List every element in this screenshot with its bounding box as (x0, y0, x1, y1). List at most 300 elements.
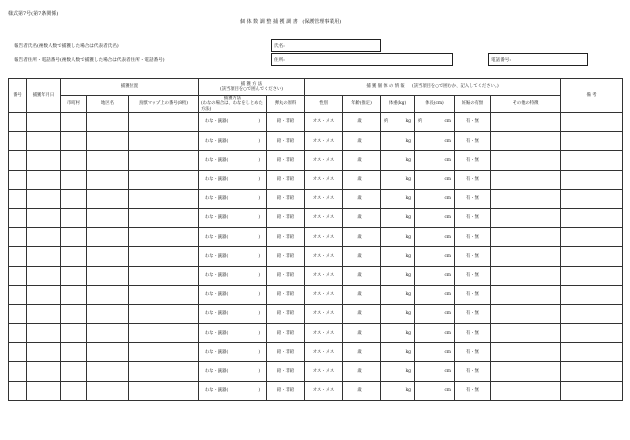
remarks-cell[interactable] (561, 362, 623, 381)
district-cell[interactable] (87, 170, 129, 189)
date-cell[interactable] (27, 343, 61, 362)
other-features-cell[interactable] (491, 285, 561, 304)
pregnancy-cell[interactable] (455, 228, 491, 247)
serial-cell[interactable] (9, 189, 27, 208)
municipality-cell[interactable] (61, 285, 87, 304)
weight-cell[interactable] (381, 381, 415, 400)
serial-cell[interactable] (9, 324, 27, 343)
map-number-cell[interactable] (129, 285, 199, 304)
serial-header: 番号 (9, 79, 27, 113)
weight-cell[interactable] (381, 304, 415, 323)
method-header-sub: (わなの場合は、わなをしとめた方法) (201, 101, 263, 112)
table-row (9, 343, 623, 362)
municipality-cell[interactable] (61, 266, 87, 285)
pregnancy-cell[interactable] (455, 151, 491, 170)
date-cell[interactable] (27, 304, 61, 323)
length-unit: cm (444, 311, 451, 317)
name-field[interactable] (271, 39, 381, 52)
age-cell[interactable] (343, 132, 381, 151)
age-unit: 歳 (357, 138, 362, 144)
date-cell[interactable] (27, 151, 61, 170)
length-header: 体長(cm) (415, 96, 455, 113)
bullet-cell[interactable] (267, 381, 305, 400)
method-cell[interactable] (199, 304, 267, 323)
municipality-cell[interactable] (61, 151, 87, 170)
map-number-cell[interactable] (129, 208, 199, 227)
map-number-cell[interactable] (129, 343, 199, 362)
bullet-option: 鉛・非鉛 (276, 119, 295, 125)
age-unit: 歳 (357, 368, 362, 374)
weight-cell[interactable] (381, 132, 415, 151)
method-option: わな・銃器( (205, 272, 229, 278)
age-cell[interactable] (343, 113, 381, 132)
sex-header: 性別 (305, 96, 343, 113)
district-cell[interactable] (87, 228, 129, 247)
sex-cell[interactable] (305, 228, 343, 247)
sex-cell[interactable] (305, 324, 343, 343)
length-cell[interactable] (415, 343, 455, 362)
pregnancy-cell[interactable] (455, 304, 491, 323)
pregnancy-cell[interactable] (455, 362, 491, 381)
sex-option: オス・メス (312, 119, 335, 125)
length-cell[interactable] (415, 285, 455, 304)
sex-option: オス・メス (312, 292, 335, 298)
district-cell[interactable] (87, 304, 129, 323)
sex-cell[interactable] (305, 285, 343, 304)
weight-cell[interactable] (381, 285, 415, 304)
pregnancy-cell[interactable] (455, 208, 491, 227)
weight-unit: kg (405, 349, 411, 355)
length-cell[interactable] (415, 362, 455, 381)
weight-cell[interactable] (381, 189, 415, 208)
sex-option: オス・メス (312, 272, 335, 278)
map-number-cell[interactable] (129, 228, 199, 247)
bullet-cell[interactable] (267, 113, 305, 132)
weight-cell[interactable] (381, 228, 415, 247)
map-number-cell[interactable] (129, 304, 199, 323)
length-cell[interactable] (415, 266, 455, 285)
table-row (9, 170, 623, 189)
age-unit: 歳 (357, 272, 362, 278)
other-features-cell[interactable] (491, 304, 561, 323)
method-option: わな・銃器( (205, 311, 229, 317)
bullet-cell[interactable] (267, 266, 305, 285)
length-cell[interactable] (415, 247, 455, 266)
method-cell[interactable] (199, 362, 267, 381)
method-cell[interactable] (199, 189, 267, 208)
bullet-cell[interactable] (267, 247, 305, 266)
method-header (199, 96, 267, 113)
method-cell[interactable] (199, 132, 267, 151)
weight-unit: kg (405, 196, 411, 202)
table-row (9, 304, 623, 323)
remarks-cell[interactable] (561, 228, 623, 247)
weight-unit: kg (405, 311, 411, 317)
date-cell[interactable] (27, 113, 61, 132)
length-cell[interactable] (415, 304, 455, 323)
remarks-cell[interactable] (561, 208, 623, 227)
length-cell[interactable] (415, 189, 455, 208)
length-cell[interactable] (415, 132, 455, 151)
age-unit: 歳 (357, 119, 362, 125)
other-features-cell[interactable] (491, 170, 561, 189)
pregnancy-cell[interactable] (455, 324, 491, 343)
other-features-cell[interactable] (491, 113, 561, 132)
other-features-cell[interactable] (491, 151, 561, 170)
weight-unit: kg (405, 388, 411, 394)
length-unit: cm (444, 138, 451, 144)
sex-cell[interactable] (305, 362, 343, 381)
district-cell[interactable] (87, 324, 129, 343)
serial-cell[interactable] (9, 151, 27, 170)
serial-cell[interactable] (9, 208, 27, 227)
serial-cell[interactable] (9, 113, 27, 132)
method-cell[interactable] (199, 285, 267, 304)
weight-approx: 約 (384, 119, 389, 125)
age-unit: 歳 (357, 157, 362, 163)
method-option: わな・銃器( (205, 330, 229, 336)
method-cell[interactable] (199, 381, 267, 400)
map-number-cell[interactable] (129, 324, 199, 343)
sex-cell[interactable] (305, 304, 343, 323)
map-number-cell[interactable] (129, 381, 199, 400)
sex-cell[interactable] (305, 266, 343, 285)
weight-cell[interactable] (381, 113, 415, 132)
reporter-name-label: 報告者氏名(複数人数で捕獲した場合は代表者氏名) (14, 44, 119, 49)
pregnancy-option: 有・無 (466, 234, 479, 240)
municipality-cell[interactable] (61, 228, 87, 247)
remarks-cell[interactable] (561, 189, 623, 208)
age-cell[interactable] (343, 343, 381, 362)
length-unit: cm (444, 119, 451, 125)
length-unit: cm (444, 215, 451, 221)
map-number-cell[interactable] (129, 113, 199, 132)
weight-cell[interactable] (381, 343, 415, 362)
pregnancy-option: 有・無 (466, 177, 479, 183)
district-cell[interactable] (87, 189, 129, 208)
bullet-cell[interactable] (267, 285, 305, 304)
remarks-header: 備 考 (561, 79, 623, 113)
sex-cell[interactable] (305, 247, 343, 266)
pregnancy-cell[interactable] (455, 285, 491, 304)
other-features-cell[interactable] (491, 208, 561, 227)
municipality-cell[interactable] (61, 304, 87, 323)
district-cell[interactable] (87, 208, 129, 227)
phone-field[interactable] (488, 53, 588, 66)
age-cell[interactable] (343, 324, 381, 343)
serial-cell[interactable] (9, 132, 27, 151)
map-number-cell[interactable] (129, 362, 199, 381)
method-cell[interactable] (199, 170, 267, 189)
other-features-cell[interactable] (491, 266, 561, 285)
district-cell[interactable] (87, 132, 129, 151)
map-number-cell[interactable] (129, 189, 199, 208)
remarks-cell[interactable] (561, 247, 623, 266)
length-cell[interactable] (415, 170, 455, 189)
sex-cell[interactable] (305, 113, 343, 132)
age-cell[interactable] (343, 170, 381, 189)
method-paren: ) (258, 253, 260, 259)
pregnancy-cell[interactable] (455, 170, 491, 189)
serial-cell[interactable] (9, 304, 27, 323)
method-paren: ) (258, 138, 260, 144)
date-cell[interactable] (27, 285, 61, 304)
length-cell[interactable] (415, 324, 455, 343)
sex-cell[interactable] (305, 381, 343, 400)
pregnancy-option: 有・無 (466, 138, 479, 144)
district-cell[interactable] (87, 362, 129, 381)
date-cell[interactable] (27, 266, 61, 285)
weight-cell[interactable] (381, 362, 415, 381)
method-option: わな・銃器( (205, 388, 229, 394)
method-option: わな・銃器( (205, 119, 229, 125)
municipality-cell[interactable] (61, 113, 87, 132)
district-cell[interactable] (87, 381, 129, 400)
method-cell[interactable] (199, 228, 267, 247)
bullet-cell[interactable] (267, 228, 305, 247)
remarks-cell[interactable] (561, 304, 623, 323)
weight-cell[interactable] (381, 151, 415, 170)
municipality-cell[interactable] (61, 324, 87, 343)
method-cell[interactable] (199, 113, 267, 132)
individual-group-title: 捕 獲 個 体 の 情 報 (366, 84, 405, 90)
date-cell[interactable] (27, 381, 61, 400)
table-row (9, 247, 623, 266)
bullet-option: 鉛・非鉛 (276, 368, 295, 374)
age-unit: 歳 (357, 234, 362, 240)
remarks-cell[interactable] (561, 285, 623, 304)
date-cell[interactable] (27, 362, 61, 381)
district-cell[interactable] (87, 343, 129, 362)
age-unit: 歳 (357, 388, 362, 394)
pregnancy-option: 有・無 (466, 368, 479, 374)
sex-cell[interactable] (305, 132, 343, 151)
weight-unit: kg (405, 157, 411, 163)
length-cell[interactable] (415, 151, 455, 170)
length-cell[interactable] (415, 113, 455, 132)
age-header: 年齢(推定) (343, 96, 381, 113)
date-cell[interactable] (27, 228, 61, 247)
method-option: わな・銃器( (205, 177, 229, 183)
date-cell[interactable] (27, 208, 61, 227)
pregnancy-header: 妊娠の有無 (455, 96, 491, 113)
method-option: わな・銃器( (205, 138, 229, 144)
other-features-cell[interactable] (491, 247, 561, 266)
age-cell[interactable] (343, 266, 381, 285)
pregnancy-cell[interactable] (455, 266, 491, 285)
method-option: わな・銃器( (205, 349, 229, 355)
municipality-cell[interactable] (61, 343, 87, 362)
method-option: わな・銃器( (205, 157, 229, 163)
other-features-cell[interactable] (491, 324, 561, 343)
address-field[interactable] (271, 53, 453, 66)
municipality-cell[interactable] (61, 362, 87, 381)
method-cell[interactable] (199, 266, 267, 285)
other-features-cell[interactable] (491, 189, 561, 208)
method-option: わな・銃器( (205, 196, 229, 202)
serial-cell[interactable] (9, 362, 27, 381)
sex-cell[interactable] (305, 189, 343, 208)
municipality-cell[interactable] (61, 208, 87, 227)
map-number-cell[interactable] (129, 266, 199, 285)
method-cell[interactable] (199, 343, 267, 362)
age-cell[interactable] (343, 189, 381, 208)
table-row (9, 381, 623, 400)
age-cell[interactable] (343, 381, 381, 400)
method-option: わな・銃器( (205, 215, 229, 221)
map-number-cell[interactable] (129, 170, 199, 189)
pregnancy-cell[interactable] (455, 381, 491, 400)
serial-cell[interactable] (9, 170, 27, 189)
length-cell[interactable] (415, 208, 455, 227)
age-unit: 歳 (357, 196, 362, 202)
length-unit: cm (444, 196, 451, 202)
bullet-cell[interactable] (267, 189, 305, 208)
length-unit: cm (444, 330, 451, 336)
age-cell[interactable] (343, 362, 381, 381)
bullet-cell[interactable] (267, 343, 305, 362)
pregnancy-option: 有・無 (466, 349, 479, 355)
bullet-cell[interactable] (267, 304, 305, 323)
sex-option: オス・メス (312, 388, 335, 394)
method-cell[interactable] (199, 208, 267, 227)
pregnancy-option: 有・無 (466, 157, 479, 163)
age-cell[interactable] (343, 228, 381, 247)
district-cell[interactable] (87, 285, 129, 304)
age-unit: 歳 (357, 253, 362, 259)
other-features-cell[interactable] (491, 362, 561, 381)
weight-unit: kg (405, 215, 411, 221)
remarks-cell[interactable] (561, 381, 623, 400)
serial-cell[interactable] (9, 343, 27, 362)
serial-cell[interactable] (9, 285, 27, 304)
weight-header: 体重(kg) (381, 96, 415, 113)
map-number-cell[interactable] (129, 247, 199, 266)
length-unit: cm (444, 157, 451, 163)
bullet-cell[interactable] (267, 208, 305, 227)
table-row (9, 132, 623, 151)
age-cell[interactable] (343, 208, 381, 227)
bullet-option: 鉛・非鉛 (276, 253, 295, 259)
district-cell[interactable] (87, 266, 129, 285)
map-number-cell[interactable] (129, 151, 199, 170)
pregnancy-option: 有・無 (466, 272, 479, 278)
individual-group-note: (該当項目を○で囲むか、記入してください。) (412, 84, 499, 90)
weight-cell[interactable] (381, 324, 415, 343)
sex-cell[interactable] (305, 170, 343, 189)
other-features-cell[interactable] (491, 381, 561, 400)
municipality-cell[interactable] (61, 170, 87, 189)
pregnancy-cell[interactable] (455, 113, 491, 132)
remarks-cell[interactable] (561, 113, 623, 132)
district-cell[interactable] (87, 247, 129, 266)
bullet-option: 鉛・非鉛 (276, 138, 295, 144)
district-cell[interactable] (87, 151, 129, 170)
length-cell[interactable] (415, 381, 455, 400)
remarks-cell[interactable] (561, 343, 623, 362)
age-cell[interactable] (343, 247, 381, 266)
method-cell[interactable] (199, 324, 267, 343)
other-features-cell[interactable] (491, 228, 561, 247)
remarks-cell[interactable] (561, 170, 623, 189)
age-cell[interactable] (343, 304, 381, 323)
remarks-cell[interactable] (561, 132, 623, 151)
date-cell[interactable] (27, 132, 61, 151)
form-title-main: 個 体 数 調 整 捕 獲 調 書 (240, 19, 298, 25)
pregnancy-cell[interactable] (455, 132, 491, 151)
method-paren: ) (258, 177, 260, 183)
bullet-option: 鉛・非鉛 (276, 157, 295, 163)
municipality-cell[interactable] (61, 189, 87, 208)
pregnancy-cell[interactable] (455, 247, 491, 266)
date-cell[interactable] (27, 189, 61, 208)
bullet-cell[interactable] (267, 151, 305, 170)
age-cell[interactable] (343, 285, 381, 304)
other-features-cell[interactable] (491, 343, 561, 362)
date-cell[interactable] (27, 170, 61, 189)
method-paren: ) (258, 349, 260, 355)
district-cell[interactable] (87, 113, 129, 132)
remarks-cell[interactable] (561, 266, 623, 285)
other-features-cell[interactable] (491, 132, 561, 151)
sex-cell[interactable] (305, 208, 343, 227)
method-cell[interactable] (199, 151, 267, 170)
date-cell[interactable] (27, 247, 61, 266)
pregnancy-option: 有・無 (466, 292, 479, 298)
serial-cell[interactable] (9, 266, 27, 285)
age-unit: 歳 (357, 311, 362, 317)
pregnancy-option: 有・無 (466, 388, 479, 394)
sex-option: オス・メス (312, 349, 335, 355)
municipality-cell[interactable] (61, 381, 87, 400)
length-unit: cm (444, 177, 451, 183)
pregnancy-option: 有・無 (466, 119, 479, 125)
date-cell[interactable] (27, 324, 61, 343)
serial-cell[interactable] (9, 381, 27, 400)
map-number-cell[interactable] (129, 132, 199, 151)
municipality-cell[interactable] (61, 132, 87, 151)
method-paren: ) (258, 119, 260, 125)
bullet-cell[interactable] (267, 362, 305, 381)
district-header: 地区名 (87, 96, 129, 113)
remarks-cell[interactable] (561, 151, 623, 170)
bullet-cell[interactable] (267, 170, 305, 189)
method-header-title: 捕獲方法 (223, 96, 242, 102)
length-cell[interactable] (415, 228, 455, 247)
pregnancy-cell[interactable] (455, 343, 491, 362)
weight-cell[interactable] (381, 208, 415, 227)
bullet-option: 鉛・非鉛 (276, 234, 295, 240)
sex-option: オス・メス (312, 157, 335, 163)
age-cell[interactable] (343, 151, 381, 170)
age-unit: 歳 (357, 349, 362, 355)
remarks-cell[interactable] (561, 324, 623, 343)
serial-cell[interactable] (9, 228, 27, 247)
pregnancy-cell[interactable] (455, 189, 491, 208)
table-row (9, 151, 623, 170)
sex-cell[interactable] (305, 151, 343, 170)
municipality-cell[interactable] (61, 247, 87, 266)
sex-cell[interactable] (305, 343, 343, 362)
bullet-cell[interactable] (267, 132, 305, 151)
weight-cell[interactable] (381, 170, 415, 189)
weight-cell[interactable] (381, 247, 415, 266)
method-cell[interactable] (199, 247, 267, 266)
weight-unit: kg (405, 177, 411, 183)
bullet-cell[interactable] (267, 324, 305, 343)
weight-cell[interactable] (381, 266, 415, 285)
serial-cell[interactable] (9, 247, 27, 266)
